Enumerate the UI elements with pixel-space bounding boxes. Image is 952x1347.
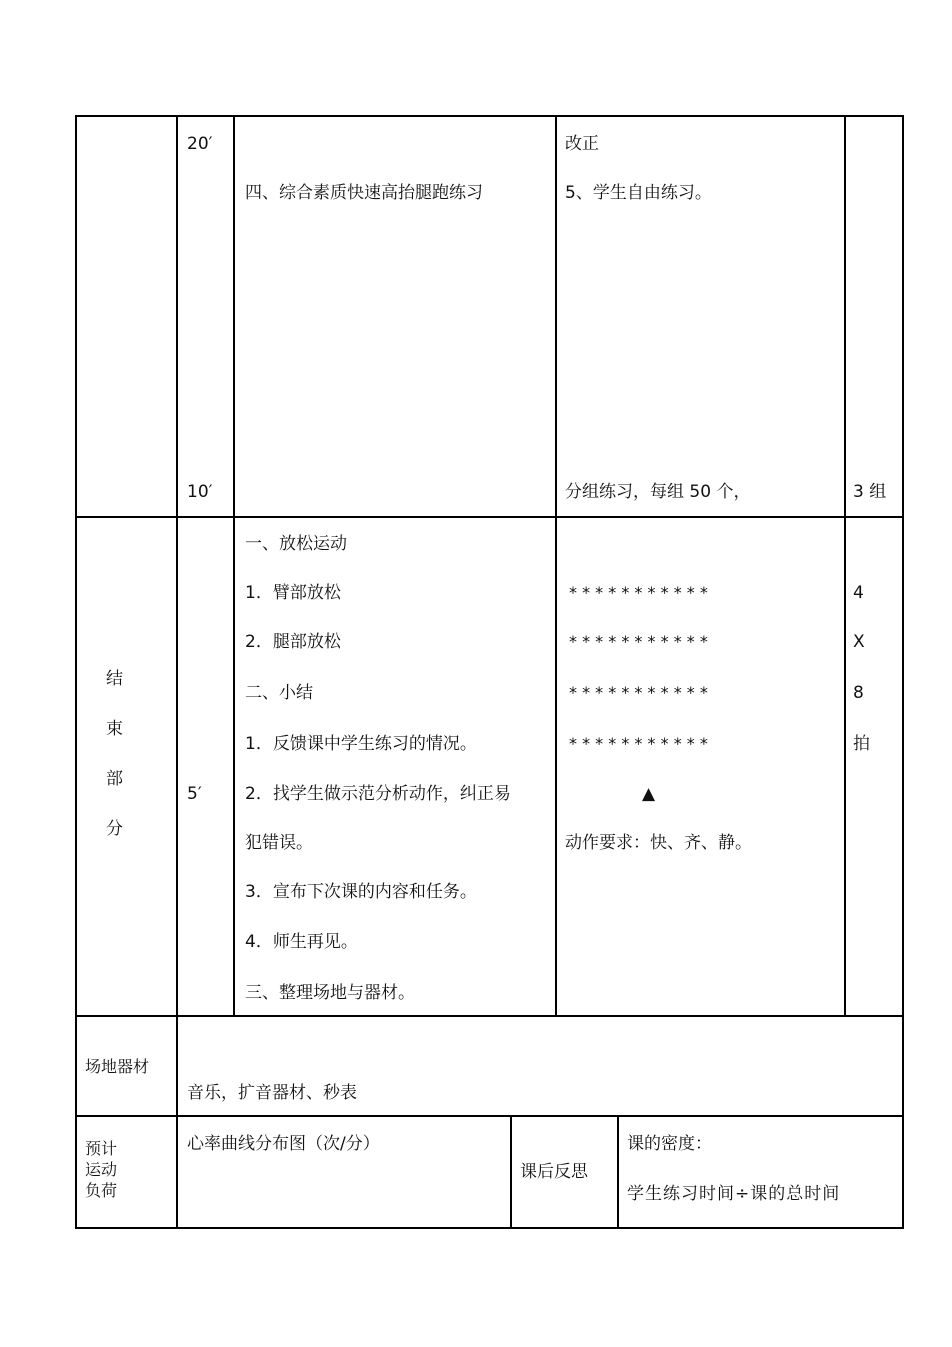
table-border-bottom	[75, 1227, 904, 1229]
time-10min: 10′	[187, 482, 213, 502]
formation-row: * * * * * * * * * * *	[569, 683, 708, 702]
load-label-line: 预计	[85, 1139, 118, 1158]
time-5min: 5′	[187, 784, 202, 804]
table-border-left	[75, 115, 77, 1229]
content-line: 1．臂部放松	[245, 583, 341, 603]
count-char: 8	[853, 683, 864, 703]
formation-row: * * * * * * * * * * *	[569, 583, 708, 602]
content-line: 4．师生再见。	[245, 932, 358, 952]
col-divider	[176, 115, 178, 1229]
section-char: 分	[106, 819, 123, 839]
section-char: 部	[106, 769, 123, 789]
section-char: 结	[106, 669, 123, 689]
heart-rate-curve-label: 心率曲线分布图（次/分）	[187, 1134, 380, 1154]
org-group-practice: 分组练习，每组 50 个，	[565, 482, 751, 502]
col-divider	[233, 115, 235, 1017]
count-3-groups: 3 组	[853, 482, 887, 502]
content-line: 1．反馈课中学生练习的情况。	[245, 734, 477, 754]
col-divider	[617, 1115, 619, 1229]
col-divider	[510, 1115, 512, 1229]
load-label-line: 负荷	[85, 1181, 118, 1200]
content-line: 2．腿部放松	[245, 632, 341, 652]
density-formula: 学生练习时间÷课的总时间	[627, 1184, 841, 1204]
formation-row: * * * * * * * * * * *	[569, 734, 708, 753]
row-divider	[75, 1015, 904, 1017]
density-label: 课的密度：	[627, 1134, 712, 1154]
content-line: 2．找学生做示范分析动作，纠正易	[245, 784, 511, 804]
formation-row: * * * * * * * * * * *	[569, 632, 708, 651]
reflection-label: 课后反思	[520, 1162, 588, 1182]
load-label-line: 运动	[85, 1160, 118, 1179]
venue-equipment-label: 场地器材	[85, 1057, 150, 1076]
org-correct: 改正	[565, 134, 599, 154]
row-divider	[75, 1115, 904, 1117]
section-char: 束	[106, 719, 123, 739]
action-requirement: 动作要求：快、齐、静。	[565, 833, 752, 853]
content-high-knee-drill: 四、综合素质快速高抬腿跑练习	[245, 183, 483, 203]
venue-equipment-value: 音乐，扩音器材、秒表	[187, 1083, 357, 1103]
content-line: 一、放松运动	[245, 534, 347, 554]
count-char: 拍	[853, 734, 870, 754]
content-line: 3．宣布下次课的内容和任务。	[245, 882, 477, 902]
content-line: 犯错误。	[245, 833, 313, 853]
time-20min: 20′	[187, 134, 213, 154]
content-line: 二、小结	[245, 683, 313, 703]
col-divider	[844, 115, 846, 1017]
row-divider	[75, 516, 904, 518]
org-free-practice: 5、学生自由练习。	[565, 183, 712, 203]
count-char: 4	[853, 583, 864, 603]
count-char: X	[853, 632, 865, 652]
col-divider	[555, 115, 557, 1017]
table-border-top	[75, 115, 904, 117]
teacher-marker-icon: ▲	[642, 784, 656, 804]
content-line: 三、整理场地与器材。	[245, 983, 415, 1003]
table-border-right	[902, 115, 904, 1229]
